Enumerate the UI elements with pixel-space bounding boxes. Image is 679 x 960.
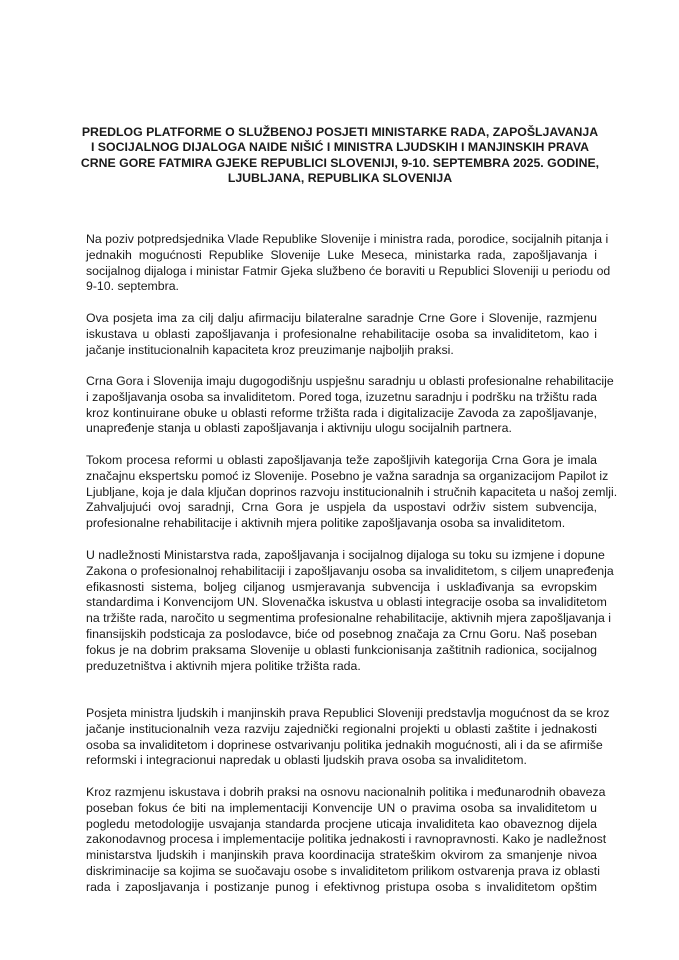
paragraph-line: efikasnosti sistema, boljeg ciljanog usmjeravanja subvencija i usklađivanja sa evropskim bbox=[86, 579, 597, 594]
paragraph-line: Crna Gora i Slovenija imaju dugogodišnju uspješnu saradnju u oblasti profesionalne rehabilitacije bbox=[86, 374, 614, 388]
paragraph-line: reformski i integracionui napredak u oblasti ljudskih prava osoba sa invaliditetom. bbox=[86, 753, 527, 768]
title-line: PREDLOG PLATFORME O SLUŽBENOJ POSJETI MINISTARKE RADA, ZAPOŠLJAVANJA bbox=[81, 125, 599, 139]
paragraph-line: fokus je na dobrim praksama Slovenije u oblasti funkcionisanja zaštitnih radionica, socijalnog bbox=[86, 642, 597, 657]
paragraph-line: Ova posjeta ima za cilj dalju afirmaciju bilateralne saradnje Crne Gore i Slovenije, razmjenu bbox=[86, 311, 597, 325]
paragraph-line: jednakih mogućnosti Republike Slovenije Luke Meseca, ministarka rada, zapošljavanja i bbox=[86, 247, 597, 262]
paragraph-line: ministarstva ljudskih i manjinskih prava koordinacija strateškim okvirom za smanjenje nivoa bbox=[86, 848, 597, 863]
paragraph-line: Tokom procesa reformi u oblasti zapošljavanja teže zapošljivih kategorija Crna Gora je imala bbox=[86, 453, 597, 467]
paragraph bbox=[86, 706, 610, 769]
paragraph-line: poseban fokus će biti na implementaciji Konvencije UN o pravima osoba sa invaliditetom u bbox=[86, 800, 597, 815]
paragraph-line: na tržište rada, naročito u segmentima profesionalne rehabilitacije, aktivnih mjera zapošljavanja i bbox=[86, 611, 611, 626]
paragraph-line: Zakona o profesionalnoj rehabilitaciji i zapošljavanju osoba sa invaliditetom, s ciljem unapređenja bbox=[86, 563, 614, 578]
paragraph-line: jačanje institucionalnih veza razviju zajednički regionalni projekti u oblasti zaštite i jednakosti bbox=[86, 721, 597, 736]
paragraph-line: pogledu metodologije usvajanja standarda procjene uticaja invaliditeta kao obaveznog dijela bbox=[86, 816, 597, 831]
paragraph-line: unapređenje stanja u oblasti zapošljavanja i aktivniju ulogu socijalnih partnera. bbox=[86, 421, 512, 436]
paragraph-line: Na poziv potpredsjednika Vlade Republike Slovenije i ministra rada, porodice, socijalnih pitanja i bbox=[86, 232, 609, 246]
paragraph-line: U nadležnosti Ministarstva rada, zapošljavanja i socijalnog dijaloga su toku su izmjene i dopune bbox=[86, 548, 605, 562]
paragraph-line: diskriminacije sa kojima se suočavaju osobe s invaliditetom prilikom ostvarenja prava iz oblasti bbox=[86, 863, 600, 878]
paragraph-line: rada i zaposljavanja i postizanje punog i efektivnog pristupa osoba s invaliditetom opštim bbox=[86, 879, 597, 894]
paragraph-line: kroz kontinuirane obuke u oblasti reforme tržišta rada i digitalizacije Zavoda za zapošljavanje, bbox=[86, 405, 597, 420]
paragraph-line: Ljubljane, koja je dala ključan doprinos razvoju institucionalnih i stručnih kapaciteta u našoj zemlji. bbox=[86, 484, 618, 499]
paragraph-line: jačanje institucionalnih kapaciteta kroz preuzimanje najboljih praksi. bbox=[86, 342, 454, 357]
paragraph bbox=[86, 232, 611, 295]
paragraph-line: preduzetništva i aktivnih mjera politike tržišta rada. bbox=[86, 658, 361, 673]
paragraph-line: finansijskih podsticaja za poslodavce, biće od posebnog značaja za Crnu Goru. Naš poseban bbox=[86, 626, 597, 641]
paragraph-line: standardima i Konvencijom UN. Slovenačka iskustva u oblasti integracije osoba sa invaliditetom bbox=[86, 595, 607, 610]
paragraph bbox=[86, 785, 607, 896]
title-line: I SOCIJALNOG DIJALOGA NAIDE NIŠIĆ I MINISTRA LJUDSKIH I MANJINSKIH PRAVA bbox=[90, 140, 590, 155]
paragraph bbox=[86, 453, 618, 532]
paragraph-line: profesionalne rehabilitacije i aktivnih mjera politike zapošljavanja osoba sa invaliditetom. bbox=[86, 516, 566, 531]
title-line: CRNE GORE FATMIRA GJEKE REPUBLICI SLOVENIJI, 9-10. SEPTEMBRA 2025. GODINE, bbox=[80, 155, 600, 170]
paragraph bbox=[86, 374, 614, 437]
title-line: LJUBLJANA, REPUBLIKA SLOVENIJA bbox=[227, 171, 453, 186]
paragraph-line: zakonodavnog procesa i implementacije politika jednakosti i ravnopravnosti. Kako je nadležnost bbox=[86, 832, 607, 847]
paragraph bbox=[86, 548, 614, 674]
paragraph-line: i zapošljavanja osoba sa invaliditetom. Pored toga, izuzetnu saradnju i podršku na tržištu rada bbox=[86, 389, 597, 404]
paragraph-line: osoba sa invaliditetom i doprinese ostvarivanju politika jednakih mogućnosti, ali i da se afirmiše bbox=[86, 737, 603, 752]
paragraph bbox=[86, 311, 597, 358]
paragraph-line: iskustava u oblasti zapošljavanja i profesionalne rehabilitacije osoba sa invaliditetom, kao i bbox=[86, 326, 597, 341]
paragraph-line: socijalnog dijaloga i ministar Fatmir Gjeka službeno će boraviti u Republici Sloveniji u periodu od bbox=[86, 263, 611, 278]
paragraph-line: 9-10. septembra. bbox=[86, 279, 179, 294]
paragraph-line: Kroz razmjenu iskustava i dobrih praksi na osnovu nacionalnih politika i međunarodnih obaveza bbox=[86, 785, 606, 799]
paragraph-line: Posjeta ministra ljudskih i manjinskih prava Republici Sloveniji predstavlja mogućnost da se kroz bbox=[86, 706, 610, 720]
document-title bbox=[60, 125, 620, 187]
paragraph-line: značajnu ekspertsku pomoć iz Slovenije. Posebno je važna saradnja sa organizacijom Papilot iz bbox=[86, 468, 609, 483]
paragraph-line: Zahvaljujući ovoj saradnji, Crna Gora je uspjela da uspostavi održiv sistem subvencija, bbox=[86, 500, 597, 515]
